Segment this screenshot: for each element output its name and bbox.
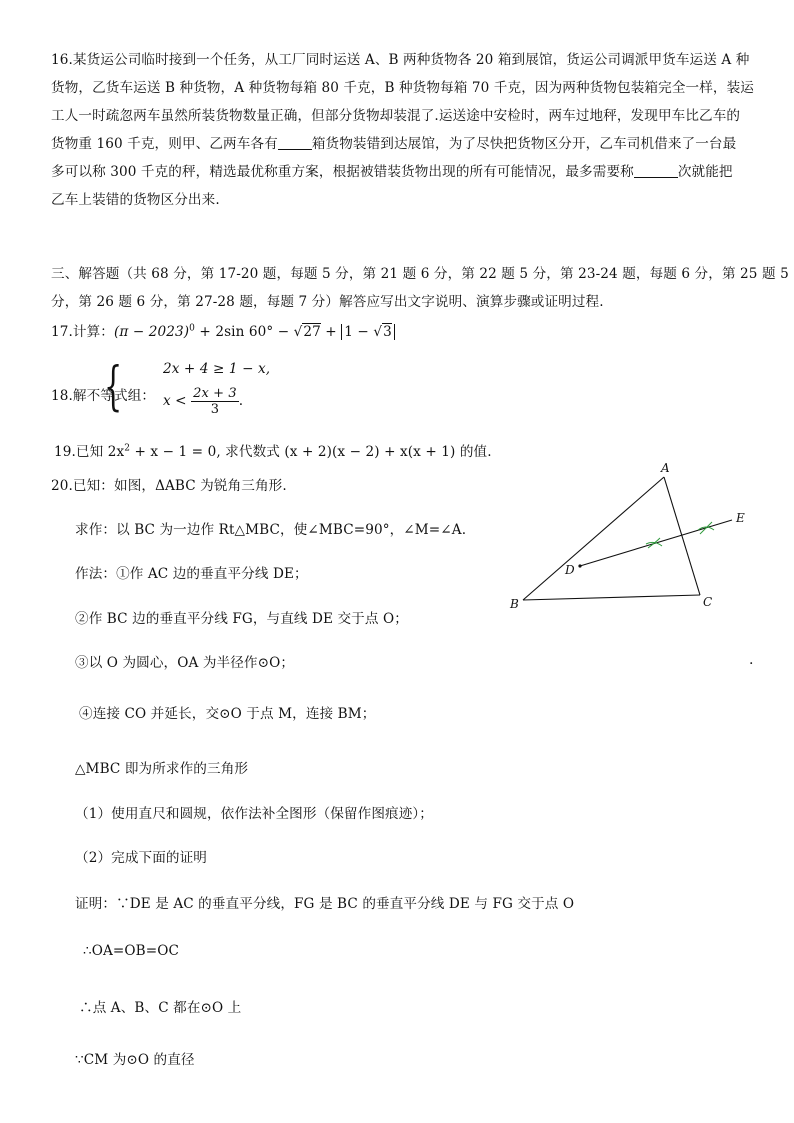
- problem-16-line-5-b: 次就能把: [677, 164, 733, 180]
- problem-20-question-1: （1）使用直尺和圆规，依作法补全图形（保留作图痕迹）；: [75, 806, 433, 822]
- problem-18-ineq-2-a: x <: [163, 393, 192, 409]
- problem-20-step-1: 作法：①作 AC 边的垂直平分线 DE；: [75, 566, 308, 582]
- problem-16-line-5-a: 多可以称 300 千克的秤，精选最优称重方案，根据被错装货物出现的所有可能情况，最多需要称: [51, 164, 634, 180]
- stray-dot: .: [749, 652, 754, 668]
- problem-20-step-2: ②作 BC 边的垂直平分线 FG，与直线 DE 交于点 O；: [75, 611, 408, 627]
- answer-blank-1[interactable]: [278, 135, 312, 150]
- problem-20-proof-line-4: ∵CM 为⊙O 的直径: [75, 1052, 195, 1068]
- point-d: [578, 564, 581, 567]
- problem-16-line-3: 工人一时疏忽两车虽然所装货物数量正确，但部分货物却装混了.运送途中安检时，两车过地秤，发现甲车比乙车的: [51, 108, 741, 124]
- problem-17-plus: +: [320, 324, 342, 340]
- label-b: B: [510, 597, 519, 611]
- problem-19-a: 19.已知 2x: [54, 444, 125, 460]
- construction-arcs: [646, 522, 714, 548]
- problem-17-sqrt27: 27: [303, 324, 321, 340]
- problem-18-ineq-2: [163, 386, 243, 417]
- problem-18-label: 18.解不等式组：: [51, 388, 156, 404]
- problem-19-b: + x − 1 = 0, 求代数式 (x + 2)(x − 2) + x(x + 1) 的值.: [130, 444, 492, 460]
- problem-17-paren: (π − 2023): [114, 324, 190, 340]
- problem-17-abs-a: 1 −: [344, 324, 374, 340]
- problem-20-result: △MBC 即为所求作的三角形: [75, 761, 249, 777]
- section-3-line-2: 分，第 26 题 6 分，第 27-28 题，每题 7 分）解答应写出文字说明、演算步骤或证明过程.: [51, 294, 604, 310]
- problem-20-proof-line-2: ∴OA=OB=OC: [83, 943, 179, 959]
- problem-19-sup: 2: [124, 443, 131, 454]
- problem-18-denominator: 3: [210, 402, 220, 417]
- problem-18-ineq-1: 2x + 4 ≥ 1 − x,: [163, 361, 271, 377]
- problem-20-qiuzuo: 求作：以 BC 为一边作 Rt△MBC，使∠MBC=90°，∠M=∠A.: [75, 522, 467, 538]
- problem-19: [54, 440, 492, 460]
- problem-20-proof-line-1: 证明：∵DE 是 AC 的垂直平分线，FG 是 BC 的垂直平分线 DE 与 FG 交于点 O: [75, 896, 575, 912]
- problem-18-fraction: [191, 386, 239, 417]
- section-3-line-1: 三、解答题（共 68 分，第 17-20 题，每题 5 分，第 21 题 6 分，第 22 题 5 分，第 23-24 题，每题 6 分，第 25 题 5: [51, 266, 789, 282]
- problem-18-numerator: 2x + 3: [193, 386, 237, 401]
- problem-17-mid: + 2sin 60° −: [195, 324, 294, 340]
- label-d: D: [565, 563, 575, 577]
- triangle-figure: [500, 452, 770, 622]
- problem-16-line-5: [51, 160, 733, 180]
- problem-16-line-1: 16.某货运公司临时接到一个任务，从工厂同时运送 A、B 两种货物各 20 箱到展馆，货运公司调派甲货车运送 A 种: [51, 52, 750, 68]
- problem-20-question-2: （2）完成下面的证明: [75, 850, 207, 866]
- problem-20-proof-line-3: ∴点 A、B、C 都在⊙O 上: [79, 1000, 242, 1016]
- problem-16-line-6: 乙车上装错的货物区分出来.: [51, 192, 220, 208]
- system-brace: {: [104, 357, 123, 417]
- problem-16-line-4-b: 箱货物装错到达展馆，为了尽快把货物区分开，乙车司机借来了一台最: [311, 136, 737, 152]
- problem-17-sqrt3: 3: [383, 324, 392, 340]
- label-a: A: [661, 461, 670, 475]
- problem-20-step-3: ③以 O 为圆心，OA 为半径作⊙O；: [75, 655, 295, 671]
- answer-blank-2[interactable]: [634, 163, 678, 178]
- problem-16-line-4: [51, 132, 736, 152]
- problem-17-abs: 1 − √3: [341, 324, 395, 340]
- label-c: C: [703, 595, 713, 609]
- problem-20-step-4: ④连接 CO 并延长，交⊙O 于点 M，连接 BM；: [79, 706, 376, 722]
- label-e: E: [736, 511, 745, 525]
- segment-ac: [664, 477, 700, 595]
- problem-17: 17.计算：$(\pi - 2023)^0 + 2\sin$ 60° − √27 + 1 − √3: [51, 320, 395, 340]
- problem-20-title: 20.已知：如图，ΔABC 为锐角三角形.: [51, 478, 287, 494]
- problem-17-exponent: 0: [189, 323, 195, 334]
- problem-17-label: 17.计算：: [51, 324, 114, 340]
- problem-16-line-4-a: 货物重 160 千克，则甲、乙两车各有: [51, 136, 278, 152]
- problem-18-period: .: [238, 393, 244, 409]
- segment-ba: [523, 477, 664, 600]
- problem-16-line-2: 货物，乙货车运送 B 种货物，A 种货物每箱 80 千克，B 种货物每箱 70 千克，因为两种货物包装箱完全一样，装运: [51, 80, 754, 96]
- segment-bc: [523, 595, 700, 600]
